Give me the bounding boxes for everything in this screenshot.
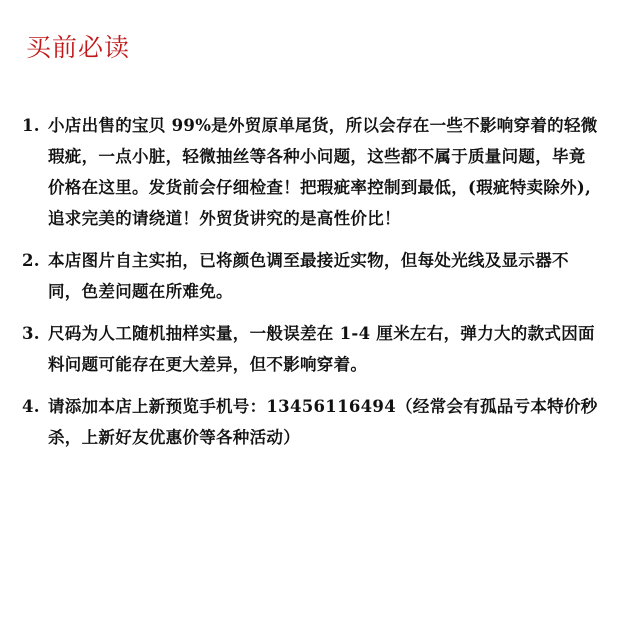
notice-item-2 xyxy=(22,245,598,307)
notice-text: 请添加本店上新预览手机号：13456116494（经常会有孤品亏本特价秒杀，上新好友优惠价等各种活动） xyxy=(48,397,598,447)
notice-text: 小店出售的宝贝 99%是外贸原单尾货，所以会存在一些不影响穿着的轻微瑕疵，一点小脏，轻微抽丝等各种小问题，这些都不属于质量问题，毕竟价格在这里。发货前会仔细检查！把瑕疵率控制到最低，(瑕疵特卖除外),追求完美的请绕道！外贸货讲究的是高性价比！ xyxy=(48,116,598,228)
notice-number: 1. xyxy=(22,116,40,135)
notice-item-3 xyxy=(22,318,598,380)
notice-number: 4. xyxy=(22,397,40,416)
notice-item-1 xyxy=(22,110,598,234)
notice-text: 本店图片自主实拍，已将颜色调至最接近实物，但每处光线及显示器不同，色差问题在所难免。 xyxy=(48,251,569,301)
notice-number: 3. xyxy=(22,324,40,343)
notice-item-4 xyxy=(22,391,598,453)
page-title: 买前必读 xyxy=(26,33,131,62)
notice-text: 尺码为人工随机抽样实量，一般误差在 1-4 厘米左右，弹力大的款式因面料问题可能存在更大差异，但不影响穿着。 xyxy=(48,324,595,374)
notice-number: 2. xyxy=(22,251,40,270)
notice-list xyxy=(22,110,598,453)
